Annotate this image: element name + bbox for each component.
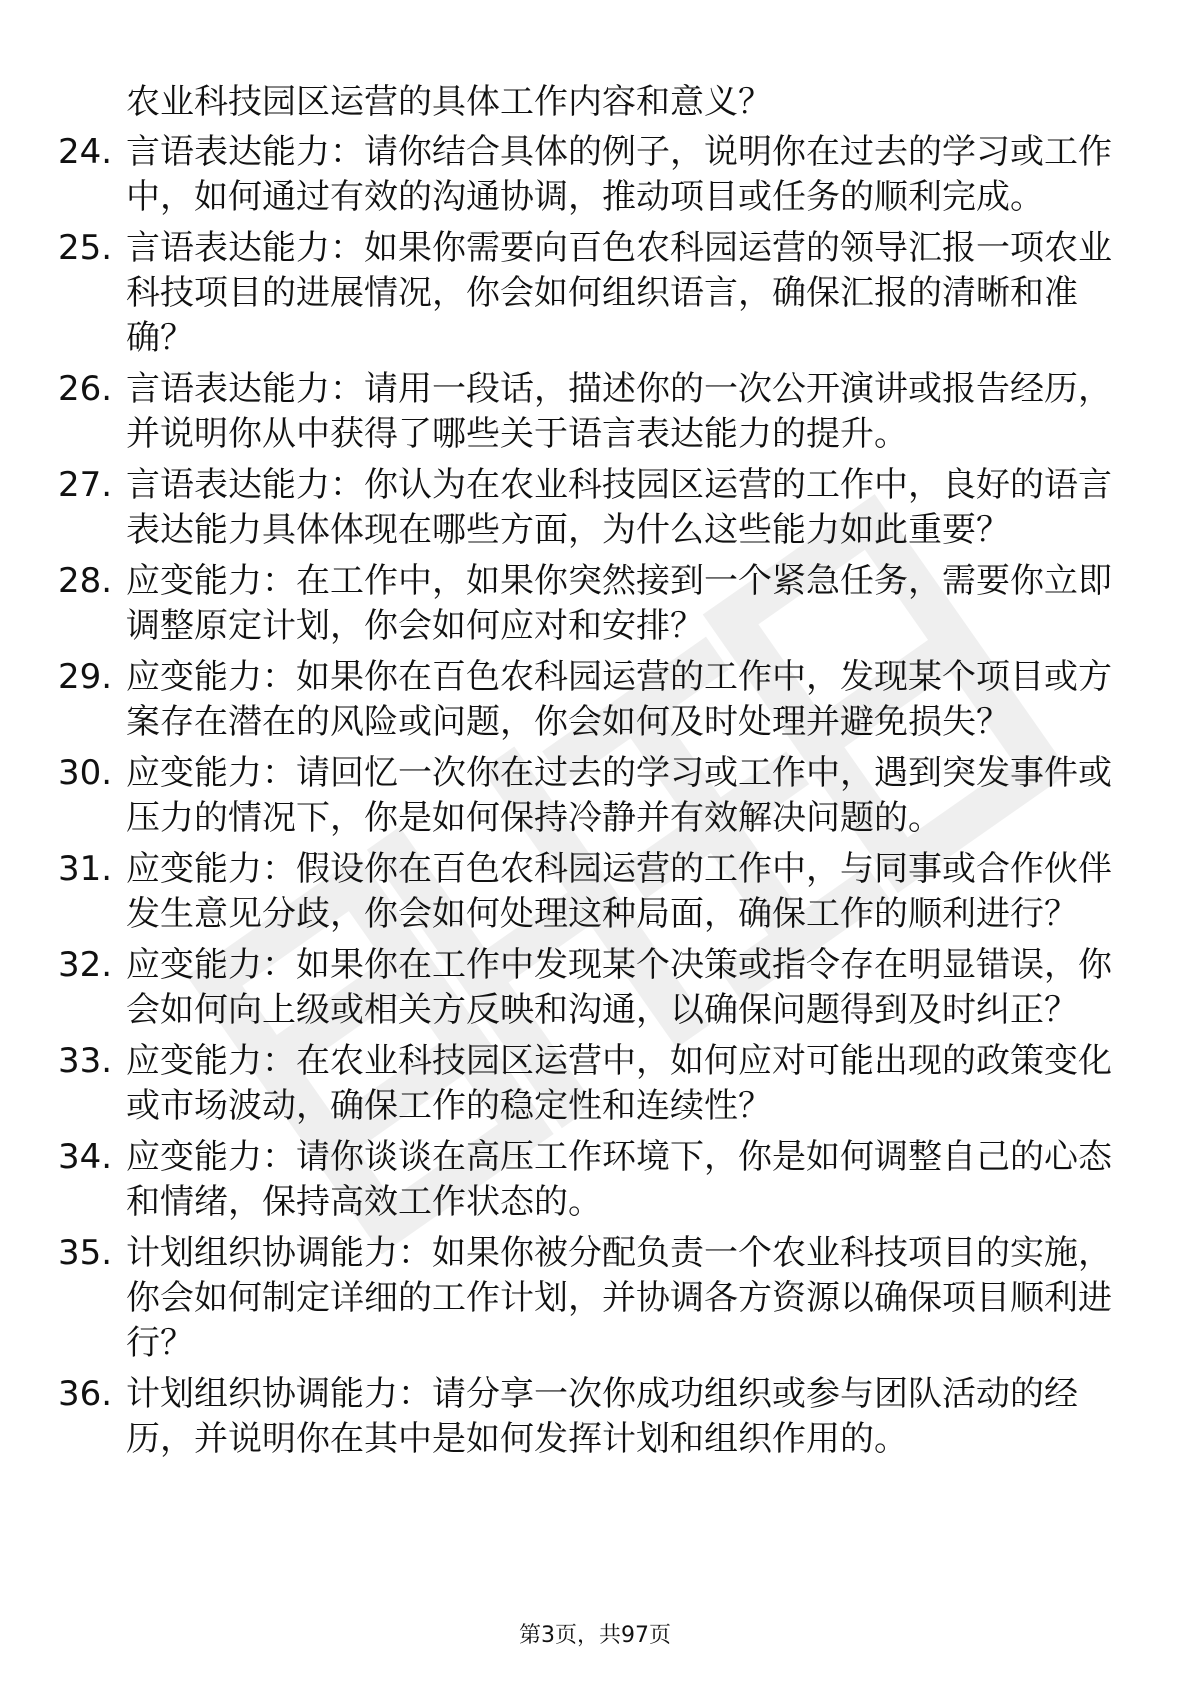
- question-item: [58, 1039, 1138, 1129]
- question-item: [58, 367, 1138, 457]
- question-item: [58, 1135, 1138, 1225]
- question-item: [58, 943, 1138, 1033]
- question-item: [58, 130, 1138, 220]
- question-text: 言语表达能力：请你结合具体的例子，说明你在过去的学习或工作中，如何通过有效的沟通协调，推动项目或任务的顺利完成。: [126, 132, 1112, 217]
- question-number: 32.: [58, 945, 113, 985]
- question-text: 言语表达能力：你认为在农业科技园区运营的工作中，良好的语言表达能力具体体现在哪些方面，为什么这些能力如此重要？: [126, 465, 1112, 550]
- question-number: 33.: [58, 1041, 113, 1081]
- question-text: 应变能力：如果你在百色农科园运营的工作中，发现某个项目或方案存在潜在的风险或问题，你会如何及时处理并避免损失？: [126, 657, 1112, 742]
- question-number: 26.: [58, 369, 113, 409]
- continuation-text: 农业科技园区运营的具体工作内容和意义？: [126, 82, 772, 122]
- page-footer: [0, 1621, 1190, 1651]
- question-number: 24.: [58, 132, 113, 172]
- question-number: 31.: [58, 849, 113, 889]
- question-text: 应变能力：请回忆一次你在过去的学习或工作中，遇到突发事件或压力的情况下，你是如何保持冷静并有效解决问题的。: [126, 753, 1112, 838]
- question-text: 计划组织协调能力：请分享一次你成功组织或参与团队活动的经历，并说明你在其中是如何发挥计划和组织作用的。: [126, 1374, 1078, 1459]
- question-item: [58, 1231, 1138, 1366]
- question-number: 35.: [58, 1233, 113, 1273]
- question-number: 30.: [58, 753, 113, 793]
- question-text: 计划组织协调能力：如果你被分配负责一个农业科技项目的实施，你会如何制定详细的工作计划，并协调各方资源以确保项目顺利进行？: [126, 1233, 1112, 1363]
- question-number: 29.: [58, 657, 113, 697]
- question-text: 言语表达能力：请用一段话，描述你的一次公开演讲或报告经历，并说明你从中获得了哪些关于语言表达能力的提升。: [126, 369, 1112, 454]
- question-item: [58, 751, 1138, 841]
- question-number: 27.: [58, 465, 113, 505]
- question-text: 应变能力：在工作中，如果你突然接到一个紧急任务，需要你立即调整原定计划，你会如何应对和安排？: [126, 561, 1112, 646]
- page-number-label: 第3页，共97页: [519, 1623, 671, 1648]
- question-item: [58, 1372, 1138, 1462]
- question-number: 36.: [58, 1374, 113, 1414]
- question-number: 25.: [58, 228, 113, 268]
- question-number: 28.: [58, 561, 113, 601]
- question-item: [58, 559, 1138, 649]
- document-body: [58, 46, 1138, 1462]
- question-text: 应变能力：假设你在百色农科园运营的工作中，与同事或合作伙伴发生意见分歧，你会如何处理这种局面，确保工作的顺利进行？: [126, 849, 1112, 934]
- question-number: 34.: [58, 1137, 113, 1177]
- question-item: [58, 226, 1138, 361]
- question-text: 应变能力：请你谈谈在高压工作环境下，你是如何调整自己的心态和情绪，保持高效工作状态的。: [126, 1137, 1112, 1222]
- question-text: 应变能力：在农业科技园区运营中，如何应对可能出现的政策变化或市场波动，确保工作的稳定性和连续性？: [126, 1041, 1112, 1126]
- question-item: [58, 463, 1138, 553]
- question-item: [58, 655, 1138, 745]
- question-item: [58, 847, 1138, 937]
- question-list: [58, 130, 1138, 1462]
- question-text: 言语表达能力：如果你需要向百色农科园运营的领导汇报一项农业科技项目的进展情况，你会如何组织语言，确保汇报的清晰和准确？: [126, 228, 1112, 358]
- question-text: 应变能力：如果你在工作中发现某个决策或指令存在明显错误，你会如何向上级或相关方反映和沟通，以确保问题得到及时纠正？: [126, 945, 1112, 1030]
